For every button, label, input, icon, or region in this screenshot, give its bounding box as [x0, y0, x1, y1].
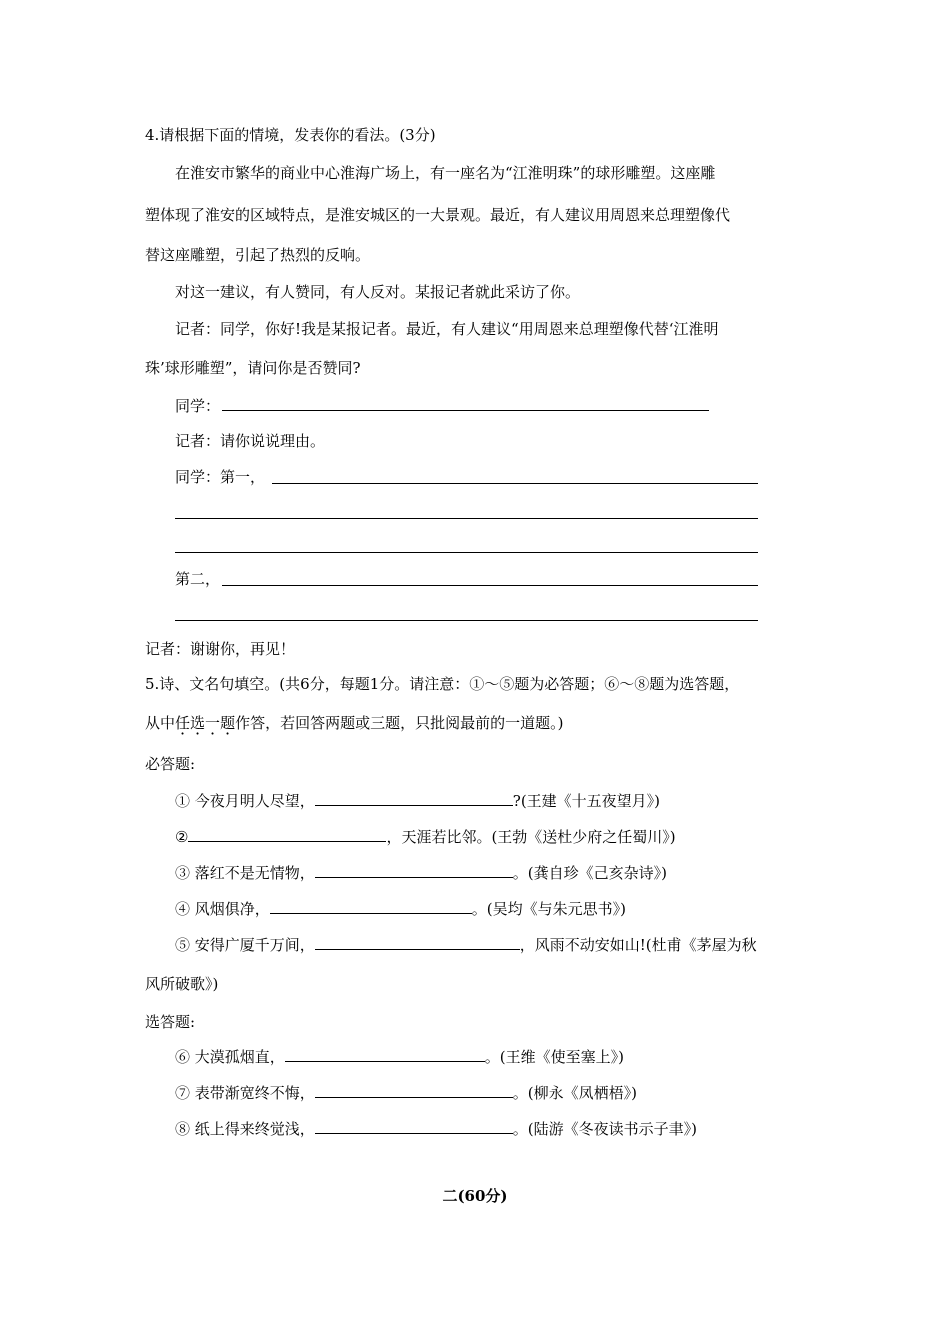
item-8	[175, 1117, 697, 1140]
item-8-source: 。(陆游《冬夜读书示子聿》)	[512, 1120, 697, 1138]
item-6-source: 。(王维《使至塞上》)	[484, 1048, 624, 1066]
student-answer-blank[interactable]	[222, 410, 709, 411]
reporter-goodbye: 记者：谢谢你，再见！	[145, 640, 296, 658]
item-7	[175, 1081, 637, 1104]
q4-para1-line2: 塑体现了淮安的区域特点，是淮安城区的一大景观。最近，有人建议用周恩来总理塑像代	[145, 206, 731, 224]
q4-para3-line2: 珠’球形雕塑”，请问你是否赞同?	[145, 359, 361, 377]
student-answer-label: 同学：	[175, 397, 221, 415]
emphasis-char: 任	[175, 714, 191, 732]
item-4-text: ④ 风烟俱净，	[175, 900, 270, 918]
item-6-text: ⑥ 大漠孤烟直，	[175, 1048, 285, 1066]
optional-label: 选答题:	[145, 1013, 196, 1031]
item-7-blank[interactable]	[315, 1081, 513, 1098]
second-reason-label: 第二，	[175, 570, 221, 588]
q4-para1-line1: 在淮安市繁华的商业中心淮海广场上，有一座名为“江淮明珠”的球形雕塑。这座雕	[175, 164, 716, 182]
emphasis-char: 题	[220, 714, 236, 732]
item-8-blank[interactable]	[315, 1117, 513, 1134]
item-5-source: ，风雨不动安如山!(杜甫《茅屋为秋	[519, 936, 757, 954]
item-4-source: 。(吴均《与朱元思书》)	[471, 900, 626, 918]
q4-para2: 对这一建议，有人赞同，有人反对。某报记者就此采访了你。	[175, 283, 581, 301]
item-5-continued: 风所破歌》)	[145, 975, 219, 993]
item-1-source: ?(王建《十五夜望月》)	[512, 792, 661, 810]
item-5-text: ⑤ 安得广厦千万间，	[175, 936, 315, 954]
item-4-blank[interactable]	[270, 897, 472, 914]
emphasis-char: 选	[190, 714, 206, 732]
item-2-source: ，天涯若比邻。(王勃《送杜少府之任蜀川》)	[386, 828, 676, 846]
q5-title: 5.诗、文名句填空。(共6分，每题1分。请注意：①～⑤题为必答题；⑥～⑧题为选答题，	[145, 675, 740, 693]
item-3	[175, 861, 667, 884]
q4-title: 4.请根据下面的情境，发表你的看法。(3分)	[145, 126, 436, 144]
item-5	[175, 933, 757, 956]
item-7-source: 。(柳永《凤栖梧》)	[512, 1084, 637, 1102]
first-reason-label: 同学：第一，	[175, 468, 266, 486]
item-3-text: ③ 落红不是无情物，	[175, 864, 315, 882]
q4-para3-line1: 记者：同学，你好!我是某报记者。最近，有人建议“用周恩来总理塑像代替‘江淮明	[175, 320, 719, 338]
item-3-blank[interactable]	[315, 861, 513, 878]
q5-instruction-post: 作答，若回答两题或三题，只批阅最前的一道题。)	[235, 714, 564, 732]
item-6	[175, 1045, 624, 1068]
item-7-text: ⑦ 表带渐宽终不悔，	[175, 1084, 315, 1102]
reporter-question: 记者：请你说说理由。	[175, 432, 326, 450]
second-reason-blank-1[interactable]	[222, 585, 758, 586]
second-reason-blank-2[interactable]	[175, 620, 758, 621]
first-reason-blank-3[interactable]	[175, 552, 758, 553]
item-4	[175, 897, 626, 920]
item-1-blank[interactable]	[315, 789, 513, 806]
q4-para1-line3: 替这座雕塑，引起了热烈的反响。	[145, 246, 371, 264]
required-label: 必答题:	[145, 755, 196, 773]
item-2	[175, 825, 676, 848]
item-1	[175, 789, 660, 812]
item-5-blank[interactable]	[315, 933, 520, 950]
first-reason-blank-1[interactable]	[272, 483, 758, 484]
item-1-text: ① 今夜月明人尽望，	[175, 792, 315, 810]
item-2-blank[interactable]	[188, 825, 386, 842]
section-two-heading: 二(60分)	[442, 1187, 508, 1205]
q5-instruction-pre: 从中	[145, 714, 176, 732]
emphasis-char: 一	[205, 714, 221, 732]
q5-instruction	[145, 712, 563, 734]
first-reason-blank-2[interactable]	[175, 518, 758, 519]
item-2-text: ②	[175, 828, 189, 846]
item-8-text: ⑧ 纸上得来终觉浅，	[175, 1120, 315, 1138]
item-3-source: 。(龚自珍《己亥杂诗》)	[512, 864, 667, 882]
item-6-blank[interactable]	[285, 1045, 485, 1062]
